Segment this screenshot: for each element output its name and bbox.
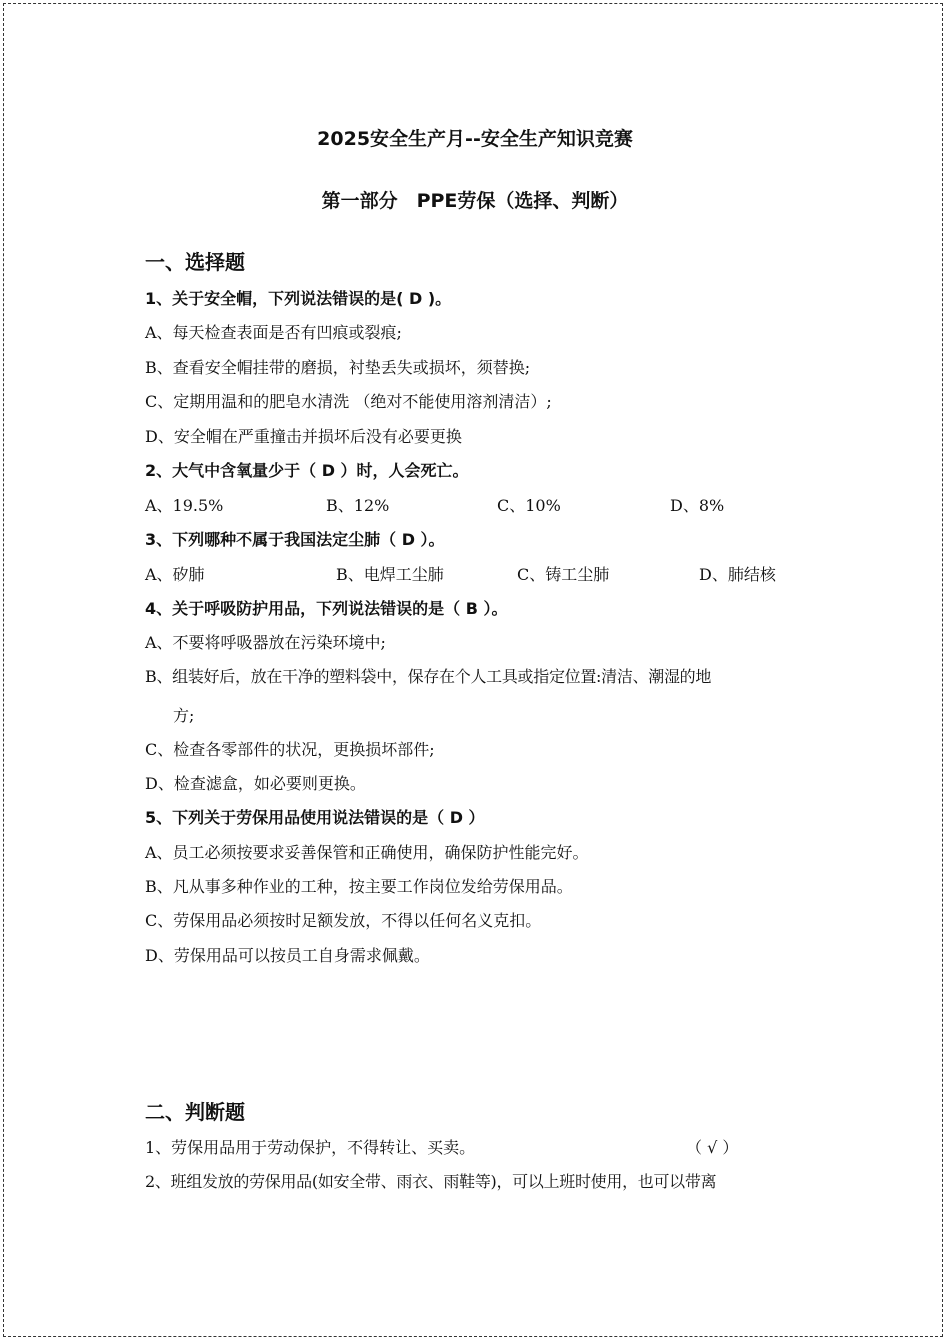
part-title: 第一部分 PPE劳保（选择、判断）: [321, 190, 629, 212]
q4-option-d: D、检查滤盒，如必要则更换。: [145, 774, 366, 793]
question-3: 3、下列哪种不属于我国法定尘肺（ D ）。: [145, 530, 445, 549]
question-4: 4、关于呼吸防护用品，下列说法错误的是（ B ）。: [145, 599, 508, 618]
q4-option-b-continued: 方;: [173, 706, 195, 725]
q4-option-c: C、检查各零部件的状况，更换损坏部件;: [145, 740, 435, 759]
section-heading-judgment: 二、判断题: [145, 1100, 245, 1124]
q3-option-b: B、电焊工尘肺: [336, 565, 444, 584]
question-1: 1、关于安全帽，下列说法错误的是( D )。: [145, 289, 452, 308]
q2-option-c: C、10%: [497, 496, 561, 515]
section-heading-choice: 一、选择题: [145, 250, 245, 274]
document-title: 2025安全生产月--安全生产知识竞赛: [317, 128, 633, 150]
q3-option-c: C、铸工尘肺: [517, 565, 610, 584]
q3-option-d: D、肺结核: [699, 565, 776, 584]
judgment-item-2: 2、班组发放的劳保用品(如安全带、雨衣、雨鞋等)，可以上班时使用，也可以带离: [145, 1172, 717, 1191]
q4-option-a: A、不要将呼吸器放在污染环境中;: [145, 633, 386, 652]
judgment-item-1-answer: （ √ ）: [686, 1138, 739, 1157]
q2-option-d: D、8%: [670, 496, 725, 515]
q3-option-a: A、矽肺: [145, 565, 205, 584]
q5-option-d: D、劳保用品可以按员工自身需求佩戴。: [145, 946, 430, 965]
question-2: 2、大气中含氧量少于（ D ）时，人会死亡。: [145, 461, 469, 480]
q4-option-b: B、组装好后，放在干净的塑料袋中，保存在个人工具或指定位置:清洁、潮湿的地: [145, 667, 712, 686]
q1-option-b: B、查看安全帽挂带的磨损，衬垫丢失或损坏，须替换;: [145, 358, 531, 377]
q5-option-c: C、劳保用品必须按时足额发放，不得以任何名义克扣。: [145, 911, 542, 930]
q1-option-d: D、安全帽在严重撞击并损坏后没有必要更换: [145, 427, 462, 446]
question-5: 5、下列关于劳保用品使用说法错误的是（ D ）: [145, 808, 485, 827]
q2-option-a: A、19.5%: [145, 496, 224, 515]
q5-option-b: B、凡从事多种作业的工种，按主要工作岗位发给劳保用品。: [145, 877, 573, 896]
q1-option-a: A、每天检查表面是否有凹痕或裂痕;: [145, 323, 402, 342]
q5-option-a: A、员工必须按要求妥善保管和正确使用，确保防护性能完好。: [145, 843, 589, 862]
q2-option-b: B、12%: [326, 496, 390, 515]
q1-option-c: C、定期用温和的肥皂水清洗 （绝对不能使用溶剂清洁）;: [145, 392, 552, 411]
judgment-item-1: 1、劳保用品用于劳动保护，不得转让、买卖。: [145, 1138, 476, 1157]
